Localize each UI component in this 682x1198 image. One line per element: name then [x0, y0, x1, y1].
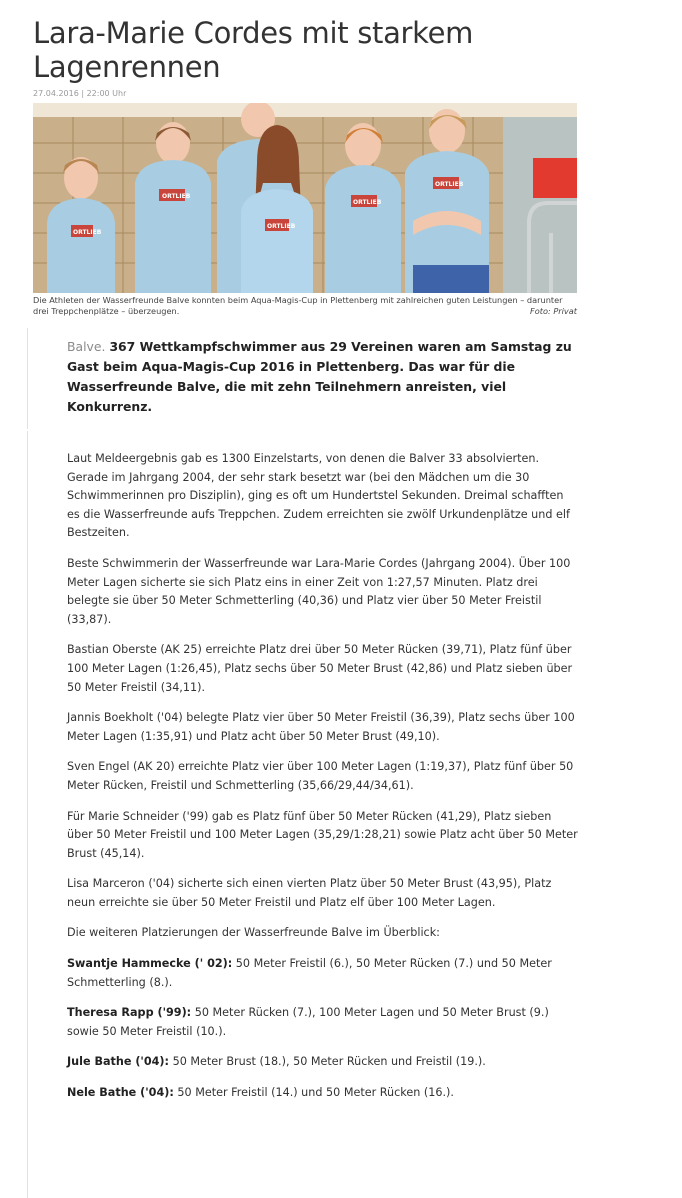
photo-credit: Foto: Privat [530, 306, 577, 316]
result-item [67, 955, 579, 992]
shirt-print-4: ORTLIEB [353, 199, 382, 206]
article-headline: Lara-Marie Cordes mit starkem Lagenrennen [33, 16, 474, 84]
lead-text: 367 Wettkampfschwimmer aus 29 Vereinen waren am Samstag zu Gast beim Aqua-Magis-Cup 2016 in Plettenberg. Das war für die Wasserfreunde Balve, die mit zehn Teilnehmern anreisten, viel Konkurrenz. [67, 339, 572, 414]
result-item [67, 1004, 579, 1041]
paragraph: Für Marie Schneider ('99) gab es Platz fünf über 50 Meter Rücken (41,29), Platz sieben über 50 Meter Freistil und 100 Meter Lagen (35,29/1:28,21) sowie Platz acht über 50 Meter Brust (45,14). [67, 809, 578, 860]
result-item [67, 1084, 579, 1103]
photo-caption [33, 295, 577, 317]
result-detail: 50 Meter Freistil (6.), 50 Meter Rücken (7.) und 50 Meter Schmetterling (8.). [67, 957, 552, 989]
shirt-print-5: ORTLIEB [435, 181, 464, 188]
paragraph: Jannis Boekholt ('04) belegte Platz vier über 50 Meter Freistil (36,39), Platz sechs über 100 Meter Lagen (1:35,91) und Platz acht über 50 Meter Brust (49,10). [67, 711, 575, 743]
result-detail: 50 Meter Brust (18.), 50 Meter Rücken und Freistil (19.). [169, 1055, 486, 1069]
team-photo[interactable] [33, 103, 577, 293]
article-body [67, 450, 579, 1115]
result-athlete: Swantje Hammecke (' 02): [67, 957, 233, 971]
article-lead [67, 337, 577, 417]
result-detail: 50 Meter Rücken (7.), 100 Meter Lagen und 50 Meter Brust (9.) sowie 50 Meter Freistil (10.). [67, 1006, 549, 1038]
team-photo-illustration [33, 103, 577, 293]
paragraph: Die weiteren Platzierungen der Wasserfreunde Balve im Überblick: [67, 926, 440, 940]
result-item [67, 1053, 579, 1072]
shirt-print-3: ORTLIEB [267, 223, 296, 230]
result-detail: 50 Meter Freistil (14.) und 50 Meter Rücken (16.). [173, 1086, 454, 1100]
shirt-print-2: ORTLIEB [162, 193, 191, 200]
result-athlete: Nele Bathe ('04): [67, 1086, 174, 1100]
paragraph: Laut Meldeergebnis gab es 1300 Einzelstarts, von denen die Balver 33 absolvierten. Gerade im Jahrgang 2004, der sehr stark besetzt war (bei den Mädchen um die 30 Schwimmerinnen pro Disziplin), ging es oft um Hundertstel Sekunden. Dreimal schafften es die Wasserfreunde aufs Treppchen. Zudem erreichten sie zwölf Urkundenplätze und elf Bestzeiten. [67, 452, 570, 540]
paragraph: Beste Schwimmerin der Wasserfreunde war Lara-Marie Cordes (Jahrgang 2004). Über 100 Meter Lagen sicherte sie sich Platz eins in einer Zeit von 1:27,57 Minuten. Platz drei belegte sie über 50 Meter Schmetterling (40,36) und Platz vier über 50 Meter Freistil (33,87). [67, 556, 571, 626]
result-athlete: Theresa Rapp ('99): [67, 1006, 192, 1020]
shirt-print-1: ORTLIEB [73, 229, 102, 236]
paragraph: Lisa Marceron ('04) sicherte sich einen vierten Platz über 50 Meter Brust (43,95), Platz neun erreichte sie über 50 Meter Freistil und Platz elf über 100 Meter Lagen. [67, 877, 552, 909]
paragraph: Bastian Oberste (AK 25) erreichte Platz drei über 50 Meter Rücken (39,71), Platz fünf über 100 Meter Lagen (1:26,45), Platz sechs über 50 Meter Brust (42,86) und Platz sieben über 50 Meter Freistil (34,11). [67, 643, 573, 694]
lead-place: Balve. [67, 339, 106, 354]
photo-caption-text: Die Athleten der Wasserfreunde Balve konnten beim Aqua-Magis-Cup in Plettenberg mit zahlreichen guten Leistungen – darunter drei Treppchenplätze – überzeugen. [33, 295, 563, 316]
article-dateline: 27.04.2016 | 22:00 Uhr [33, 89, 127, 98]
paragraph: Sven Engel (AK 20) erreichte Platz vier über 100 Meter Lagen (1:19,37), Platz fünf über 50 Meter Rücken, Freistil und Schmetterling (35,66/29,44/34,61). [67, 760, 574, 792]
result-athlete: Jule Bathe ('04): [67, 1055, 170, 1069]
